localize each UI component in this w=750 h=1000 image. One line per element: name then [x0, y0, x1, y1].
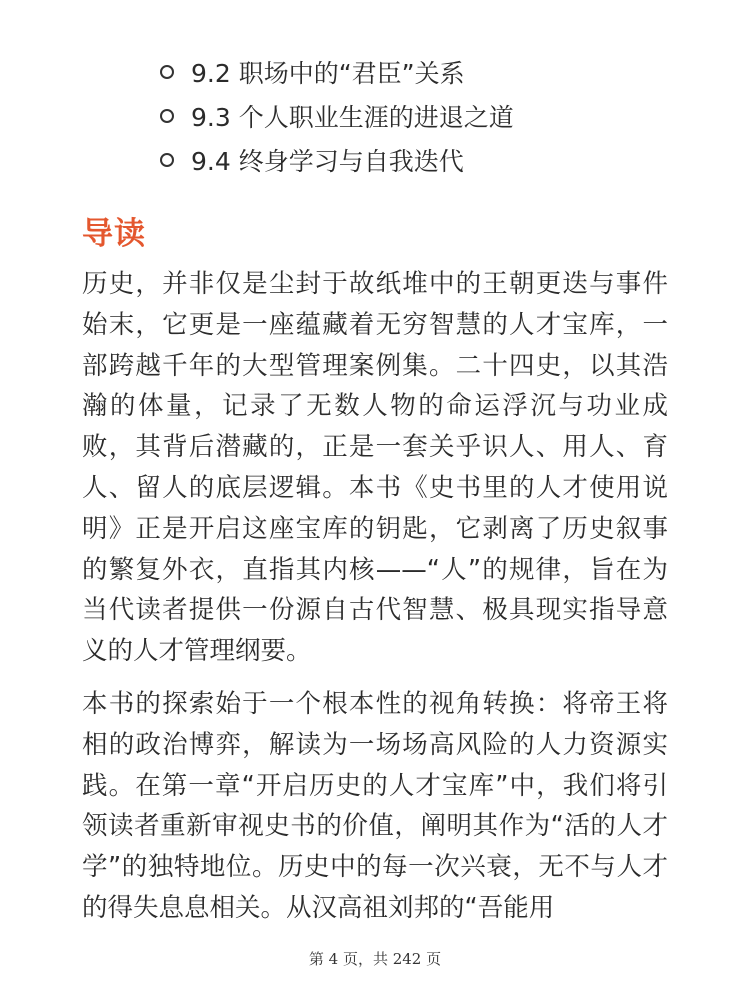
section-heading: 导读	[82, 216, 146, 252]
toc-item[interactable]	[160, 50, 514, 94]
body-paragraph: 本书的探索始于一个根本性的视角转换：将帝王将相的政治博弈，解读为一场场高风险的人力资源实践。在第一章“开启历史的人才宝库”中，我们将引领读者重新审视史书的价值，阐明其作为“活的人才学”的独特地位。历史中的每一次兴衰，无不与人才的得失息息相关。从汉高祖刘邦的“吾能用	[82, 689, 668, 923]
body-paragraph: 历史，并非仅是尘封于故纸堆中的王朝更迭与事件始末，它更是一座蕴藏着无穷智慧的人才宝库，一部跨越千年的大型管理案例集。二十四史，以其浩瀚的体量，记录了无数人物的命运浮沉与功业成败，其背后潜藏的，正是一套关乎识人、用人、育人、留人的底层逻辑。本书《史书里的人才使用说明》正是开启这座宝库的钥匙，它剥离了历史叙事的繁复外衣，直指其内核——“人”的规律，旨在为当代读者提供一份源自古代智慧、极具现实指导意义的人才管理纲要。	[82, 269, 668, 667]
toc-item-label: 9.2 职场中的“君臣”关系	[191, 59, 465, 88]
toc-item[interactable]	[160, 138, 514, 182]
circle-bullet-icon	[160, 153, 174, 167]
circle-bullet-icon	[160, 65, 174, 79]
toc-item[interactable]	[160, 94, 514, 138]
toc-list	[160, 50, 514, 182]
circle-bullet-icon	[160, 109, 174, 123]
page-footer: 第 4 页，共 242 页	[308, 950, 442, 968]
toc-item-label: 9.3 个人职业生涯的进退之道	[191, 103, 514, 132]
toc-item-label: 9.4 终身学习与自我迭代	[191, 147, 464, 176]
